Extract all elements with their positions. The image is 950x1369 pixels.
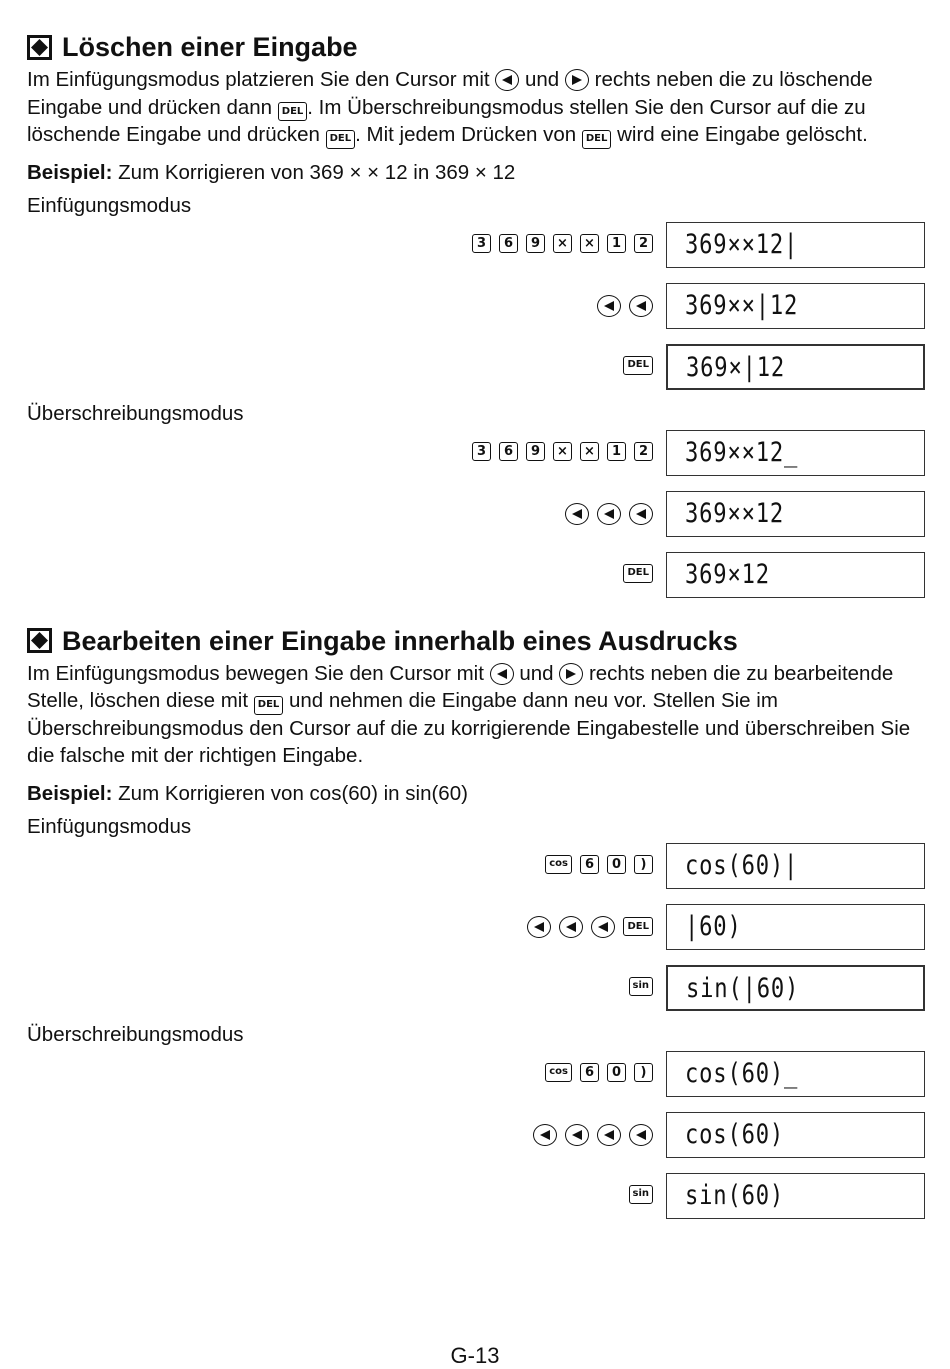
- key-icon: 6: [499, 234, 518, 253]
- calculator-display: [666, 904, 925, 950]
- key-icon: 3: [472, 442, 491, 461]
- right-arrow-key-icon: [559, 663, 583, 685]
- display-text: 369×12: [685, 558, 770, 590]
- left-arrow-key-icon: [591, 916, 615, 938]
- section-paragraph: Im Einfügungsmodus bewegen Sie den Cursor mit und rechts neben die zu bearbeitende Stelle, löschen diese mit DEL und nehmen die Eingabe dann neu vor. Stellen Sie im Überschreibungsmodus den Cursor auf die zu korrigierende Eingabestelle und überschreiben Sie die falsche mit der richtigen Eingabe.: [27, 661, 911, 767]
- del-key-icon: DEL: [278, 102, 308, 121]
- example-line: Beispiel: Zum Korrigieren von cos(60) in sin(60): [27, 781, 468, 805]
- key-icon: 6: [499, 442, 518, 461]
- left-arrow-key-icon: [629, 503, 653, 525]
- section-title: [27, 30, 925, 64]
- key-sequence-row: [27, 283, 925, 331]
- calculator-display: [666, 843, 925, 889]
- display-text: sin(60): [685, 1179, 785, 1211]
- calculator-display: [666, 430, 925, 476]
- key-sequence: [623, 356, 653, 375]
- calculator-display: [666, 222, 925, 268]
- key-sequence-row: [27, 222, 925, 270]
- left-arrow-key-icon: [629, 1124, 653, 1146]
- key-sequence: [545, 1063, 653, 1082]
- section-title-text: Löschen einer Eingabe: [62, 32, 358, 62]
- calculator-display: [666, 965, 925, 1011]
- display-text: cos(60): [685, 1118, 785, 1150]
- key-icon: ): [634, 855, 653, 874]
- left-arrow-key-icon: [629, 295, 653, 317]
- key-icon: 6: [580, 855, 599, 874]
- key-icon: 3: [472, 234, 491, 253]
- key-sequence-row: [27, 1051, 925, 1099]
- key-sequence: [565, 503, 653, 525]
- section-title: [27, 624, 925, 658]
- display-text: |60): [685, 910, 742, 942]
- left-arrow-key-icon: [565, 503, 589, 525]
- calculator-display: [666, 1051, 925, 1097]
- key-sequence-group: [27, 843, 925, 1013]
- left-arrow-key-icon: [559, 916, 583, 938]
- key-icon: 0: [607, 855, 626, 874]
- mode-label: Überschreibungsmodus: [27, 1022, 244, 1046]
- left-arrow-key-icon: [495, 69, 519, 91]
- key-sequence-group: [27, 430, 925, 600]
- key-sequence: [472, 234, 653, 253]
- key-icon: 0: [607, 1063, 626, 1082]
- display-text: 369××12: [685, 497, 785, 529]
- key-sequence: [472, 442, 653, 461]
- key-icon: ): [634, 1063, 653, 1082]
- display-text: cos(60)|: [685, 849, 799, 881]
- key-sequence: [629, 977, 654, 996]
- section-marker-icon: [27, 35, 52, 60]
- key-sequence-row: [27, 965, 925, 1013]
- section-marker-icon: [27, 628, 52, 653]
- key-sequence-group: [27, 222, 925, 392]
- del-key-icon: DEL: [623, 356, 653, 375]
- key-sequence: [629, 1185, 654, 1204]
- display-text: cos(60)_: [685, 1057, 799, 1089]
- key-icon: ×: [580, 234, 599, 253]
- del-key-icon: DEL: [623, 917, 653, 936]
- right-arrow-key-icon: [565, 69, 589, 91]
- del-key-icon: DEL: [326, 130, 356, 149]
- section-title-text: Bearbeiten einer Eingabe innerhalb eines Ausdrucks: [62, 625, 738, 656]
- calculator-display: [666, 344, 925, 390]
- key-sequence-row: [27, 1112, 925, 1160]
- key-sequence-row: [27, 491, 925, 539]
- key-icon: 1: [607, 442, 626, 461]
- calculator-display: [666, 1173, 925, 1219]
- mode-label: Überschreibungsmodus: [27, 401, 244, 425]
- calculator-display: [666, 491, 925, 537]
- left-arrow-key-icon: [533, 1124, 557, 1146]
- key-icon: 6: [580, 1063, 599, 1082]
- key-sequence-row: [27, 344, 925, 392]
- key-icon: 2: [634, 234, 653, 253]
- display-text: 369××12|: [685, 228, 799, 260]
- display-text: 369×|12: [686, 351, 786, 383]
- key-sequence-row: [27, 1173, 925, 1221]
- calculator-display: [666, 283, 925, 329]
- section-paragraph: Im Einfügungsmodus platzieren Sie den Cursor mit und rechts neben die zu löschende Eingabe und drücken dann DEL . Im Überschreibungsmodus stellen Sie den Cursor auf die zu löschende Eingabe und drücken DEL . Mit jedem Drücken von DEL wird eine Eingabe gelöscht.: [27, 66, 925, 149]
- del-key-icon: DEL: [623, 564, 653, 583]
- left-arrow-key-icon: [597, 295, 621, 317]
- display-text: 369××12_: [685, 436, 799, 468]
- key-sequence: [533, 1124, 653, 1146]
- page: [27, 30, 925, 1221]
- calculator-display: [666, 1112, 925, 1158]
- key-sequence-row: [27, 430, 925, 478]
- cos-key-icon: cos: [545, 855, 572, 874]
- example-line: Beispiel: Zum Korrigieren von 369 × × 12 in 369 × 12: [27, 160, 516, 184]
- left-arrow-key-icon: [490, 663, 514, 685]
- left-arrow-key-icon: [565, 1124, 589, 1146]
- key-icon: 9: [526, 442, 545, 461]
- key-icon: ×: [553, 234, 572, 253]
- left-arrow-key-icon: [527, 916, 551, 938]
- del-key-icon: DEL: [582, 130, 612, 149]
- key-sequence-row: [27, 552, 925, 600]
- cos-key-icon: cos: [545, 1063, 572, 1082]
- key-sequence: [623, 564, 653, 583]
- key-sequence-row: [27, 843, 925, 891]
- key-sequence: [527, 916, 653, 938]
- mode-label: Einfügungsmodus: [27, 814, 192, 838]
- key-icon: 2: [634, 442, 653, 461]
- key-icon: ×: [553, 442, 572, 461]
- key-icon: 9: [526, 234, 545, 253]
- key-sequence: [597, 295, 653, 317]
- key-sequence: [545, 855, 653, 874]
- key-sequence-row: [27, 904, 925, 952]
- key-icon: 1: [607, 234, 626, 253]
- sin-key-icon: sin: [629, 1185, 654, 1204]
- mode-label: Einfügungsmodus: [27, 193, 192, 217]
- left-arrow-key-icon: [597, 1124, 621, 1146]
- display-text: 369××|12: [685, 289, 799, 321]
- key-sequence-group: [27, 1051, 925, 1221]
- sin-key-icon: sin: [629, 977, 654, 996]
- display-text: sin(|60): [686, 972, 800, 1004]
- calculator-display: [666, 552, 925, 598]
- del-key-icon: DEL: [254, 696, 284, 715]
- page-number: G-13: [450, 1343, 500, 1368]
- key-icon: ×: [580, 442, 599, 461]
- left-arrow-key-icon: [597, 503, 621, 525]
